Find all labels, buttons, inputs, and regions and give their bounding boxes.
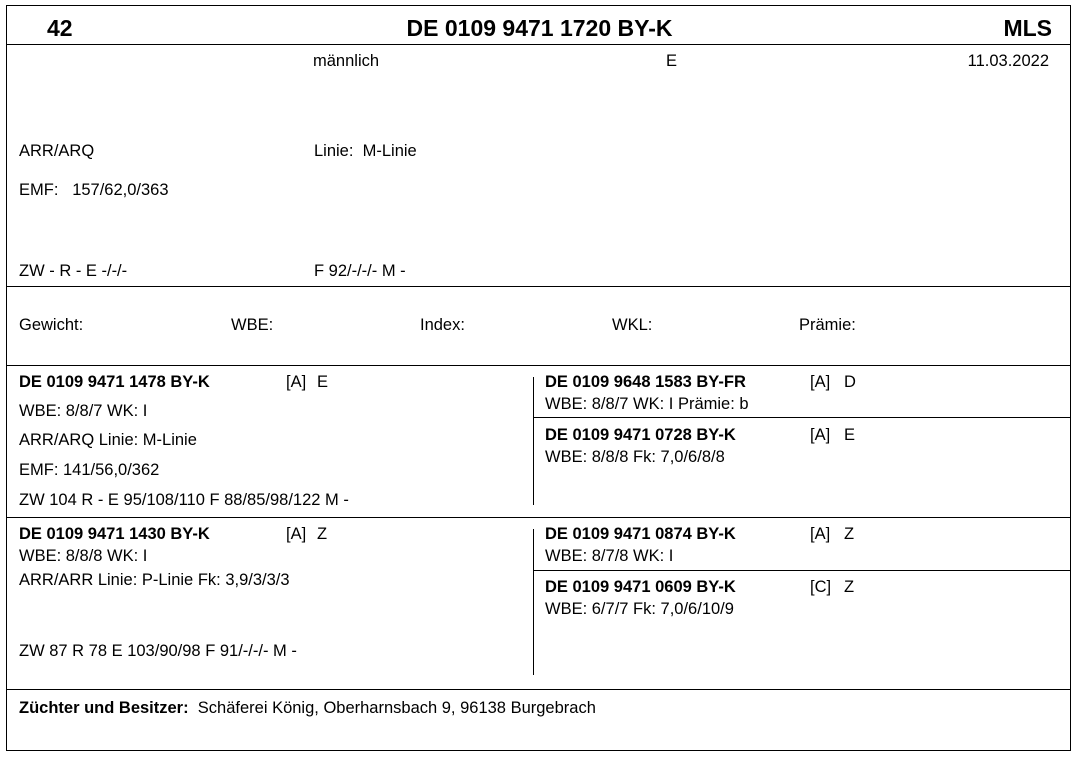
mother-id: DE 0109 9471 1430 BY-K: [19, 525, 210, 543]
mother-mother-wbe: WBE: 6/7/7 Fk: 7,0/6/10/9: [545, 600, 734, 618]
father-column-divider: [533, 377, 534, 505]
mother-parents-divider: [533, 570, 1070, 571]
animal-id: DE 0109 9471 1720 BY-K: [406, 15, 673, 41]
father-class: [A]: [286, 373, 307, 391]
index-label: Index:: [420, 316, 465, 334]
animal-genotype: ARR/ARQ: [19, 142, 95, 160]
breeder-value: Schäferei König, Oberharnsbach 9, 96138 Burgebrach: [197, 699, 596, 717]
catalog-card: [6, 5, 1071, 751]
info-divider: [7, 286, 1070, 287]
mother-column-divider: [533, 529, 534, 675]
weight-label: Gewicht:: [19, 316, 84, 334]
mother-genotype-line: ARR/ARR Linie: P-Linie Fk: 3,9/3/3/3: [19, 571, 290, 589]
animal-grade: E: [666, 52, 678, 70]
father-grade: E: [317, 373, 329, 391]
mother-class: [A]: [286, 525, 307, 543]
father-mother-wbe: WBE: 8/8/8 Fk: 7,0/6/8/8: [545, 448, 725, 466]
father-wbe: WBE: 8/8/7 WK: I: [19, 402, 148, 420]
mother-mother-id: DE 0109 9471 0609 BY-K: [545, 578, 736, 596]
animal-zw-left: ZW - R - E -/-/-: [19, 262, 128, 280]
father-mother-id: DE 0109 9471 0728 BY-K: [545, 426, 736, 444]
animal-sex: männlich: [313, 52, 380, 70]
header-divider: [7, 44, 1070, 45]
father-mother-class: [A]: [810, 426, 831, 444]
father-id: DE 0109 9471 1478 BY-K: [19, 373, 210, 391]
father-father-id: DE 0109 9648 1583 BY-FR: [545, 373, 746, 391]
animal-zw-right: F 92/-/-/- M -: [314, 262, 406, 280]
breed-code: MLS: [1003, 15, 1052, 41]
premium-label: Prämie:: [799, 316, 856, 334]
mother-father-wbe: WBE: 8/7/8 WK: I: [545, 547, 674, 565]
father-genotype-line: ARR/ARQ Linie: M-Linie: [19, 431, 197, 449]
mother-father-grade: Z: [844, 525, 855, 543]
wbe-label: WBE:: [231, 316, 274, 334]
animal-date: 11.03.2022: [967, 52, 1049, 70]
animal-line: [314, 142, 417, 161]
emf-value: 157/62,0/363: [72, 181, 169, 199]
line-label: Linie:: [314, 142, 354, 160]
labels-divider: [7, 365, 1070, 366]
breeder-line: [19, 699, 596, 718]
father-zw: ZW 104 R - E 95/108/110 F 88/85/98/122 M -: [19, 491, 349, 509]
mother-mother-class: [C]: [810, 578, 832, 596]
father-father-wbe: WBE: 8/8/7 WK: I Prämie: b: [545, 395, 749, 413]
father-emf: EMF: 141/56,0/362: [19, 461, 160, 479]
mother-mother-grade: Z: [844, 578, 855, 596]
mother-wbe: WBE: 8/8/8 WK: I: [19, 547, 148, 565]
catalog-number: 42: [47, 15, 73, 41]
father-father-grade: D: [844, 373, 856, 391]
emf-label: EMF:: [19, 181, 59, 199]
animal-emf: [19, 181, 169, 200]
father-mother-grade: E: [844, 426, 856, 444]
father-father-class: [A]: [810, 373, 831, 391]
mother-father-class: [A]: [810, 525, 831, 543]
breeder-label: Züchter und Besitzer:: [19, 699, 189, 717]
father-parents-divider: [533, 417, 1070, 418]
mother-zw: ZW 87 R 78 E 103/90/98 F 91/-/-/- M -: [19, 642, 297, 660]
mother-grade: Z: [317, 525, 328, 543]
breeder-divider: [7, 689, 1070, 690]
line-value: M-Linie: [362, 142, 417, 160]
wkl-label: WKL:: [612, 316, 653, 334]
father-mother-divider: [7, 517, 1070, 518]
mother-father-id: DE 0109 9471 0874 BY-K: [545, 525, 736, 543]
